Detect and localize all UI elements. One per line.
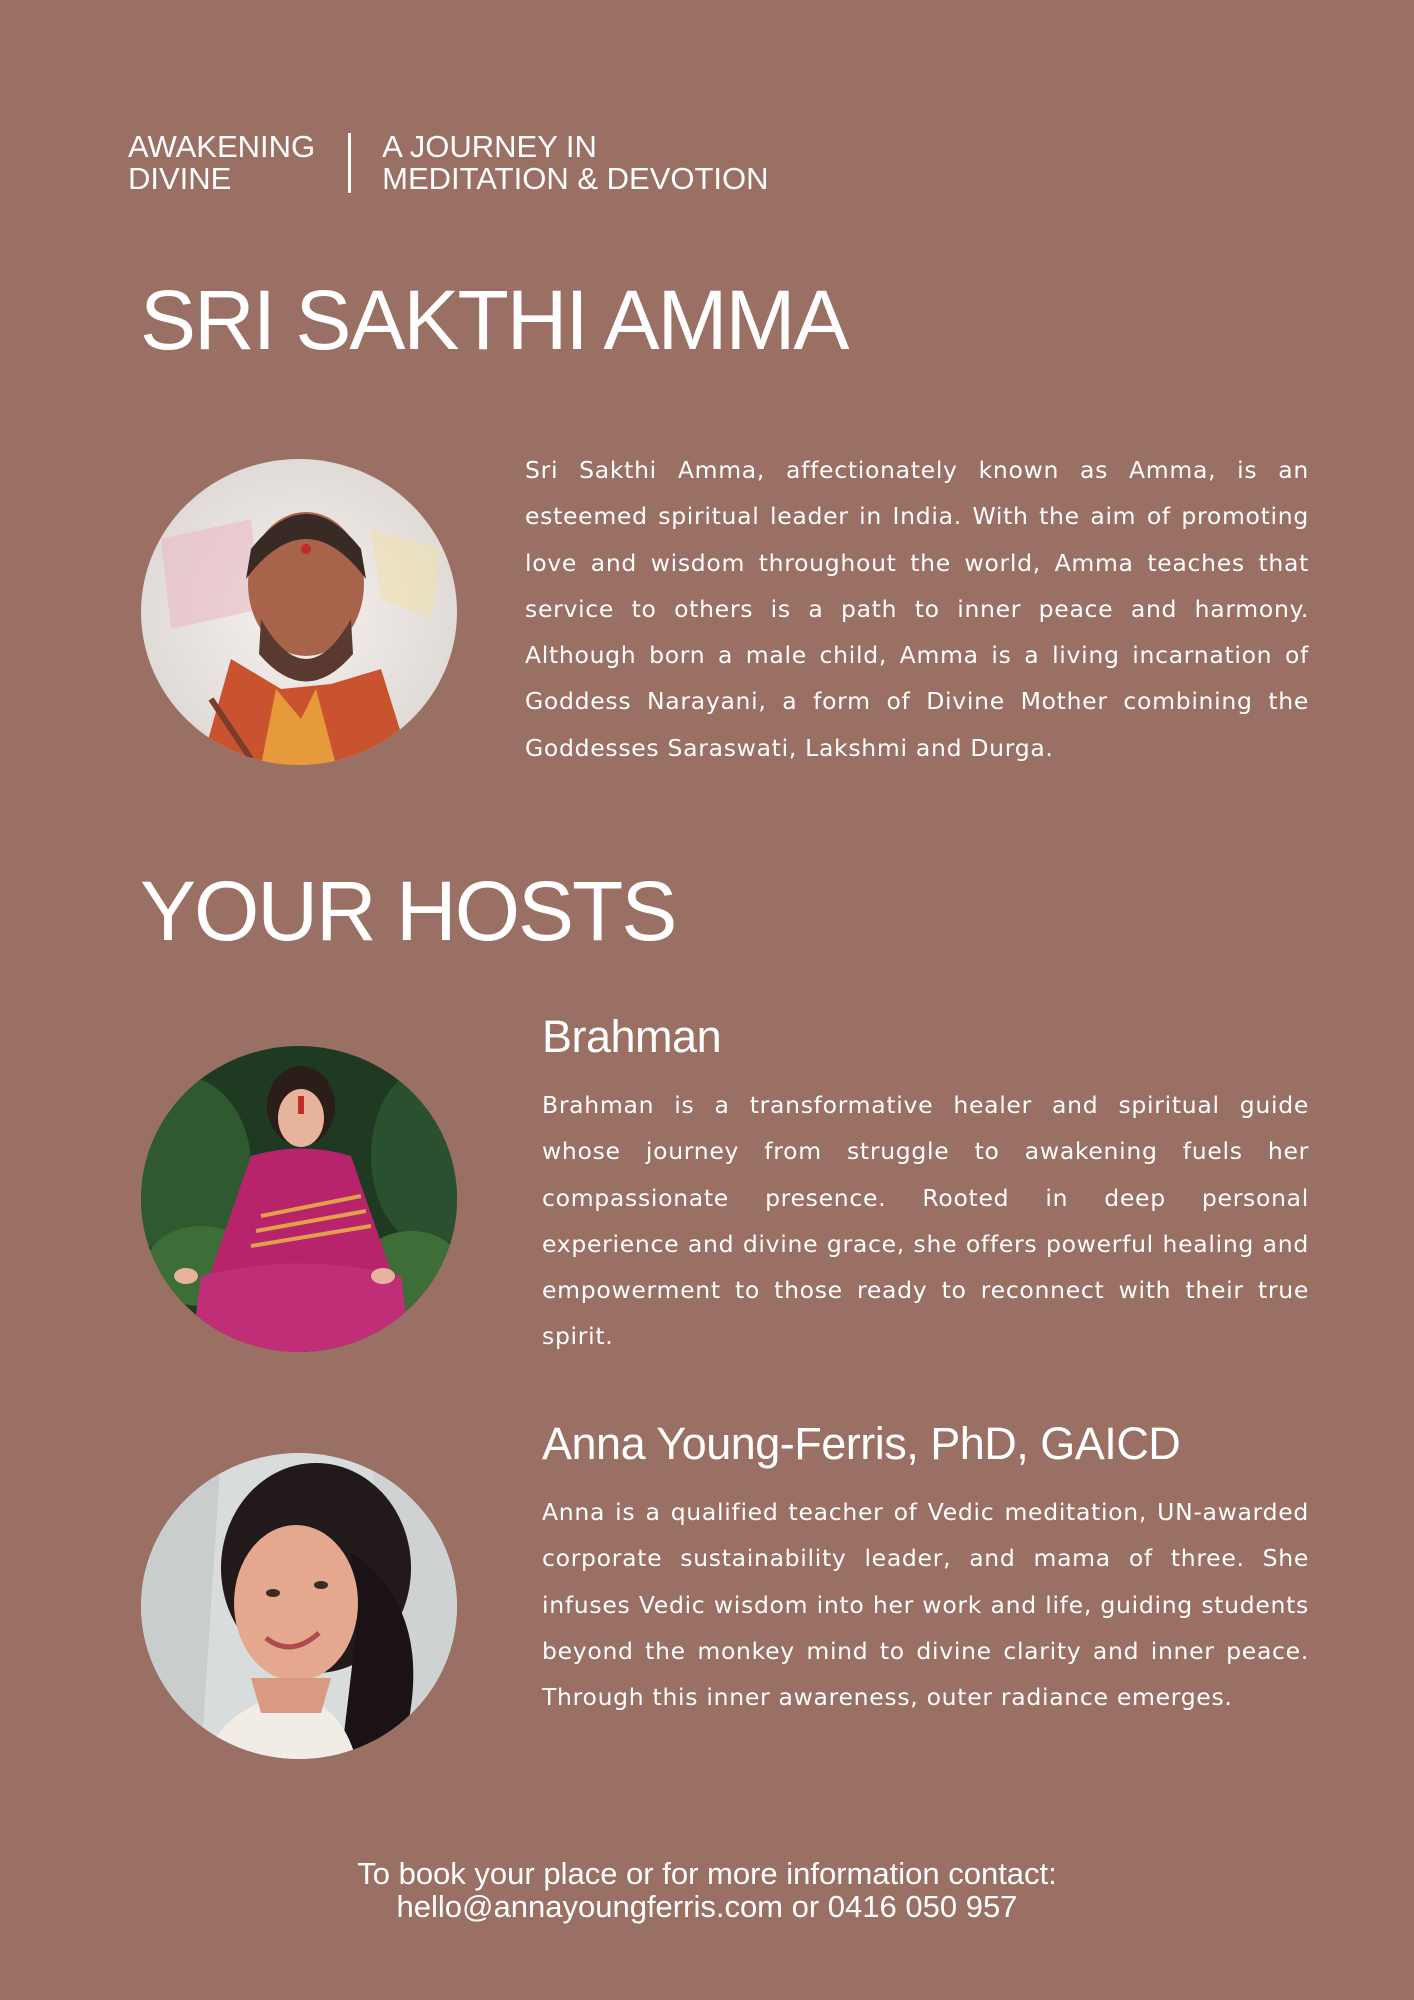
tagline [382, 131, 768, 195]
tagline-line-2: MEDITATION & DEVOTION [382, 161, 769, 196]
brahman-portrait [141, 1046, 457, 1352]
amma-portrait [141, 459, 457, 765]
host-name-anna: Anna Young-Ferris, PhD, GAICD [542, 1418, 1181, 1469]
brand-line-1: AWAKENING [128, 129, 316, 164]
host-name-brahman: Brahman [542, 1011, 722, 1062]
brand-name [128, 131, 315, 195]
header [128, 131, 769, 195]
anna-bio: Anna is a qualified teacher of Vedic meditation, UN-awarded corporate sustainability leader, and mama of three. She infuses Vedic wisdom into her work and life, guiding students beyond the monkey mind to divine clarity and inner peace. Through this inner awareness, outer radiance emerges. [542, 1498, 1309, 1712]
hosts-section-title: YOUR HOSTS [140, 864, 676, 958]
booking-prompt: To book your place or for more information contact: [357, 1856, 1057, 1891]
contact-details: hello@annayoungferris.com or 0416 050 957 [396, 1889, 1018, 1924]
brand-line-2: DIVINE [128, 161, 232, 196]
booking-contact [0, 1857, 1414, 1923]
tagline-line-1: A JOURNEY IN [382, 129, 597, 164]
amma-section-title: SRI SAKTHI AMMA [140, 273, 848, 367]
anna-portrait [141, 1453, 457, 1759]
amma-bio: Sri Sakthi Amma, affectionately known as Amma, is an esteemed spiritual leader in India. With the aim of promoting love and wisdom throughout the world, Amma teaches that service to others is a path to inner peace and harmony. Although born a male child, Amma is a living incarnation of Goddess Narayani, a form of Divine Mother combining the Goddesses Saraswati, Lakshmi and Durga. [525, 456, 1309, 762]
brahman-bio: Brahman is a transformative healer and spiritual guide whose journey from struggle to awakening fuels her compassionate presence. Rooted in deep personal experience and divine grace, she offers powerful healing and empowerment to those ready to reconnect with their true spirit. [542, 1091, 1309, 1351]
header-divider [348, 133, 351, 193]
